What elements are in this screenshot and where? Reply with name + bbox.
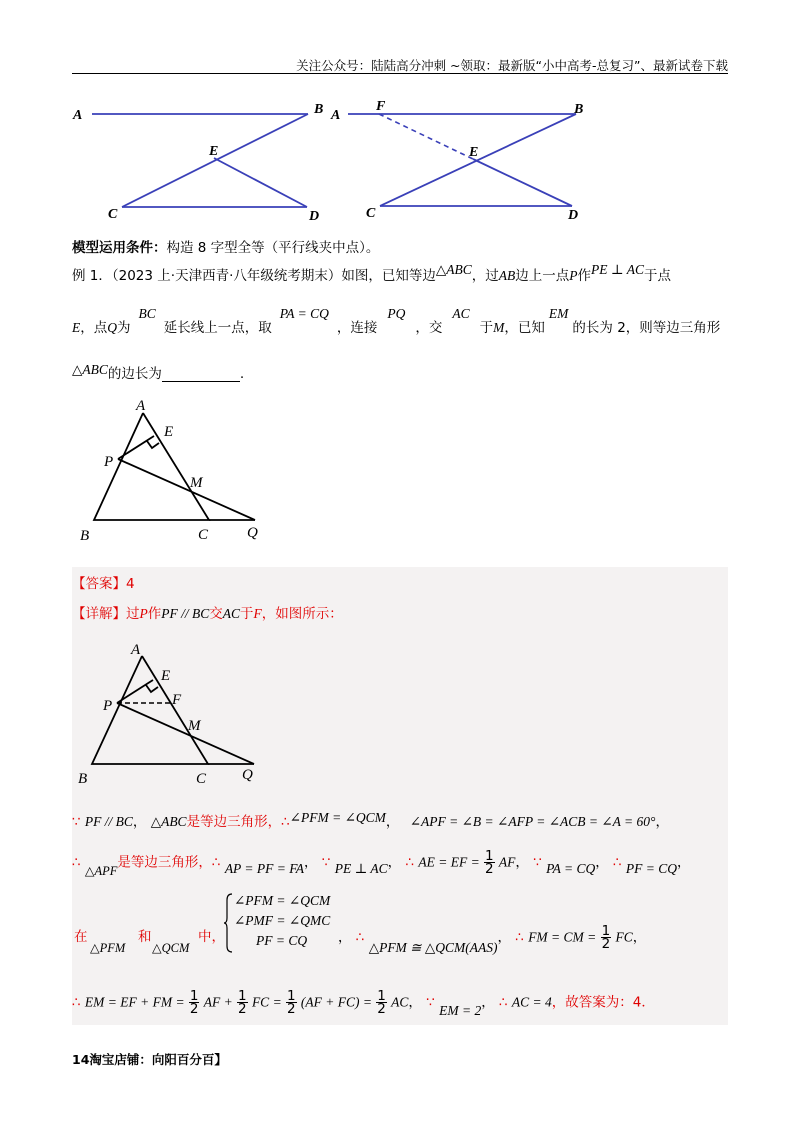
fig4-label-e: E [161, 668, 171, 684]
math-ac: AC [222, 606, 241, 621]
text-fragment: ， [515, 854, 529, 871]
math-af-fc-sum: (AF + FC) = [300, 994, 372, 1010]
fig3-label-b: B [80, 528, 90, 544]
text-fragment: 于点 [643, 268, 671, 284]
fig1-label-b: B [314, 102, 324, 117]
math-pa-eq-cq: PA = CQ [546, 860, 596, 876]
example-line-3 [72, 362, 244, 382]
math-pq: PQ [387, 306, 406, 321]
page-header: 关注公众号：陆陆高分冲刺 ~领取：最新版“小中高考-总复习”、最新试卷下载 [296, 58, 728, 73]
math-congruent-aas: △PFM ≅ △QCM(AAS) [368, 939, 498, 955]
math-ac-eq-4: AC = 4 [511, 994, 552, 1010]
fig2-label-b: B [574, 102, 584, 117]
math-angle-pfm-qcm: ∠PFM = ∠QCM [289, 810, 386, 825]
fig1-label-e: E [209, 144, 219, 159]
because-symbol: ∵ [321, 854, 331, 871]
fig4-label-f: F [172, 692, 182, 708]
therefore-symbol: ∴ [72, 854, 81, 871]
math-triangle-qcm: △QCM [152, 941, 190, 955]
fig1-label-a: A [73, 108, 83, 123]
text-fragment: ， [677, 854, 691, 871]
text-fragment: . [239, 366, 245, 382]
because-symbol: ∵ [72, 814, 81, 830]
fig4-label-p: P [103, 698, 113, 714]
math-triangle-abc: △ABC [150, 814, 187, 829]
text-fragment: ，点 [80, 320, 108, 336]
text-fragment: ， [387, 854, 402, 871]
detail-label: 【详解】 [72, 606, 126, 622]
model-condition [72, 236, 379, 256]
math-pf-parallel-bc: PF // BC [161, 606, 210, 621]
text-fragment: 过 [126, 606, 140, 622]
answer-line [72, 572, 135, 592]
text-fragment: ， [338, 929, 352, 946]
example-line-1 [72, 264, 671, 284]
text-fragment: ，如图所示： [261, 606, 343, 622]
text-fragment: 为 [117, 320, 131, 336]
fig3-label-c: C [198, 527, 209, 543]
math-e: E [72, 320, 81, 335]
fig2-label-f: F [376, 99, 386, 114]
math-pe-perp-ac: PE ⊥ AC [334, 860, 388, 876]
fig1-label-c: C [108, 207, 118, 222]
text-fragment: 的边长为 [107, 366, 162, 382]
math-q: Q [107, 320, 117, 335]
fig3-label-m: M [190, 475, 203, 491]
answer-blank [162, 368, 240, 382]
text-fragment: 于 [240, 606, 254, 622]
math-bc: BC [138, 306, 156, 321]
math-pa-eq-cq: PA = CQ [279, 306, 329, 321]
text-fragment: ， [385, 814, 400, 830]
text-fragment: 交 [209, 606, 223, 622]
text-fragment: ，交 [415, 320, 443, 336]
fraction-one-half: $\frac{1}{2}$ [377, 988, 386, 1017]
proof-line-4 [72, 988, 655, 1018]
fig3-label-a: A [136, 398, 146, 414]
math-pf-eq-cq: PF = CQ [625, 860, 677, 876]
final-answer-text: ，故答案为：4． [551, 994, 655, 1011]
system-eq-3: PF = CQ [256, 933, 308, 948]
figure-solution-triangle [72, 636, 272, 786]
proof-and-label: 和 [138, 929, 152, 945]
system-brace [224, 892, 234, 954]
text-fragment: 是等边三角形， [117, 854, 212, 871]
header-divider [72, 73, 728, 74]
math-em-sum: EM = EF + FM = [84, 994, 185, 1010]
math-ae-ef: AE = EF = [418, 854, 480, 870]
figure-parallel-lines-1 [70, 96, 330, 226]
text-fragment: ， [655, 814, 669, 830]
proof-line-1 [72, 810, 669, 830]
system-eq-2: ∠PMF = ∠QMC [234, 913, 331, 928]
fig2-label-d: D [568, 208, 579, 223]
example-line-2 [72, 306, 721, 336]
math-af: AF [498, 854, 516, 870]
therefore-symbol: ∴ [211, 854, 221, 871]
text-fragment: ， [304, 854, 318, 871]
fig4-label-c: C [196, 771, 207, 786]
system-eq-1: ∠PFM = ∠QCM [234, 893, 331, 908]
proof-middle-label: 中， [198, 929, 225, 945]
text-fragment: ， [632, 929, 647, 946]
math-fc-eq: FC = [251, 994, 282, 1010]
fraction-one-half: $\frac{1}{2}$ [601, 923, 611, 952]
therefore-symbol: ∴ [72, 994, 81, 1011]
fraction-one-half: $\frac{1}{2}$ [485, 848, 494, 877]
fraction-one-half: $\frac{1}{2}$ [238, 988, 247, 1017]
math-em-eq-2: EM = 2 [439, 1002, 482, 1018]
text-fragment: ， [481, 994, 495, 1011]
fig4-label-q: Q [242, 767, 253, 783]
math-fc: FC [615, 929, 633, 945]
text-fragment: 延长线上一点，取 [163, 320, 272, 336]
fraction-one-half: $\frac{1}{2}$ [189, 988, 199, 1017]
fraction-one-half: $\frac{1}{2}$ [286, 988, 296, 1017]
text-fragment: 是等边三角形， [186, 814, 282, 830]
proof-line-3-tail [338, 923, 647, 955]
text-fragment: ，连接 [336, 320, 378, 336]
math-pe-perp-ac: PE ⊥ AC [591, 262, 644, 277]
because-symbol: ∵ [533, 854, 542, 871]
text-fragment: ， [132, 814, 147, 830]
proof-in-label: 在 [74, 929, 88, 945]
condition-text: 构造 8 字型全等（平行线夹中点）。 [166, 240, 380, 256]
text-fragment: 作 [147, 606, 162, 622]
fig2-label-e: E [469, 145, 479, 160]
math-pf-parallel-bc: PF // BC [84, 814, 133, 829]
text-fragment: 边上一点 [515, 268, 570, 284]
math-f: F [253, 606, 262, 621]
math-triangle-apf: △APF [84, 863, 118, 878]
figure-parallel-lines-2 [328, 96, 588, 226]
math-em: EM [548, 306, 569, 321]
therefore-symbol: ∴ [499, 994, 508, 1011]
math-triangle-abc-2: △ABC [72, 362, 108, 377]
math-ac: AC [391, 994, 409, 1010]
math-ac: AC [452, 306, 470, 321]
fig3-label-q: Q [247, 525, 258, 541]
answer-label: 【答案】 [72, 576, 126, 592]
math-triangle-pfm: △PFM [90, 941, 126, 955]
therefore-symbol: ∴ [515, 929, 524, 946]
because-symbol: ∵ [426, 994, 435, 1011]
math-ap-pf-fa: AP = PF = FA [224, 860, 305, 876]
math-fm-cm: FM = CM = [528, 929, 597, 945]
math-p: P [139, 606, 148, 621]
math-triangle-abc: △ABC [435, 262, 472, 277]
math-angles-60: ∠APF = ∠B = ∠AFP = ∠ACB = ∠A = 60° [409, 814, 656, 829]
fig1-label-d: D [309, 209, 320, 224]
detail-line [72, 602, 343, 622]
math-af-plus: AF + [203, 994, 233, 1010]
text-fragment: 的长为 2，则等边三角形 [572, 320, 721, 336]
math-ab: AB [498, 268, 516, 283]
fig4-label-a: A [131, 642, 141, 658]
page-footer: 14淘宝店铺：向阳百分百】 [72, 1052, 227, 1067]
text-fragment: ， [408, 994, 422, 1011]
example-prefix: 例 1．（2023 上·天津西青·八年级统考期末）如图，已知等边 [72, 268, 436, 284]
text-fragment: 于 [479, 320, 494, 336]
therefore-symbol: ∴ [613, 854, 622, 871]
text-fragment: ， [497, 929, 511, 946]
proof-line-2 [72, 848, 691, 878]
text-fragment: 作 [577, 268, 592, 284]
fig2-label-c: C [366, 206, 376, 221]
condition-label: 模型运用条件： [72, 240, 167, 256]
fig3-label-e: E [164, 424, 174, 440]
therefore-symbol: ∴ [405, 854, 415, 871]
math-m: M [493, 320, 505, 335]
therefore-symbol: ∴ [355, 929, 365, 946]
text-fragment: ， [595, 854, 609, 871]
answer-value: 4 [126, 576, 135, 592]
text-fragment: ，已知 [504, 320, 545, 336]
fig2-label-a: A [331, 108, 341, 123]
therefore-symbol: ∴ [281, 814, 290, 830]
math-p: P [569, 268, 578, 283]
fig4-label-m: M [188, 718, 201, 734]
figure-example-triangle [72, 396, 272, 546]
text-fragment: ，过 [471, 268, 499, 284]
fig3-label-p: P [104, 454, 114, 470]
fig4-label-b: B [78, 771, 88, 786]
